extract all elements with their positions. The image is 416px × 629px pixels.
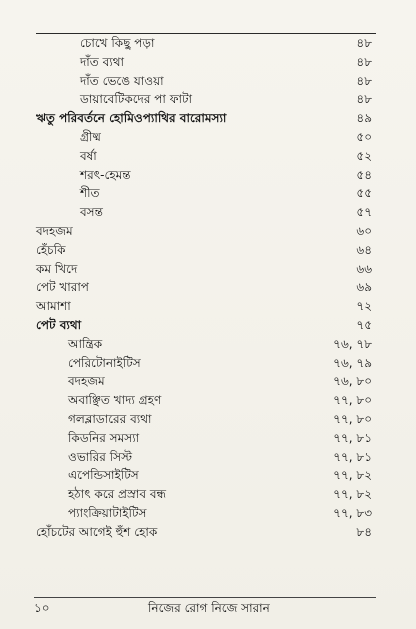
toc-entry-title: দাঁত ভেঙে যাওয়া xyxy=(80,73,164,88)
toc-entry-page: ৪৮ xyxy=(356,92,372,107)
toc-entry-page: ৬০ xyxy=(356,223,372,238)
toc-entry xyxy=(36,504,378,523)
toc-entry-title: পেরিটোনাইটিস xyxy=(68,355,141,370)
toc-entry-page: ৭২ xyxy=(356,299,372,314)
toc-entry xyxy=(36,34,378,53)
toc-entry xyxy=(36,184,378,203)
toc-entry-page: ৫৪ xyxy=(356,167,372,182)
toc-entry-title: গ্রীষ্ম xyxy=(80,129,101,144)
toc-entry-title: হেঁচকি xyxy=(36,242,66,257)
toc-entry-title: শরৎ-হেমন্ত xyxy=(80,167,131,182)
toc-entry-page: ৬৪ xyxy=(356,242,372,257)
toc-entry xyxy=(36,372,378,391)
toc-entry-title: আমাশা xyxy=(36,299,71,314)
toc-entry xyxy=(36,166,378,185)
toc-entry xyxy=(36,448,378,467)
toc-entry xyxy=(36,128,378,147)
toc-entry-title: এপেন্ডিসাইটিস xyxy=(68,468,139,483)
toc-entry-page: ৭৬, ৭৯ xyxy=(333,355,372,370)
toc-entry xyxy=(36,278,378,297)
toc-entry-page: ৭৭, ৮২ xyxy=(333,487,372,502)
toc-entry xyxy=(36,109,378,128)
toc-entry-title: বদহজম xyxy=(68,374,105,389)
toc-entry-title: হোঁচটের আগেই হুঁশ হোক xyxy=(36,524,158,539)
toc-entry-title: কিডনির সমস্যা xyxy=(68,430,140,445)
toc-entry-title: দাঁত ব্যথা xyxy=(80,54,125,69)
toc-entry-page: ৫২ xyxy=(356,148,372,163)
toc-entry-page: ৬৬ xyxy=(356,261,372,276)
toc-entry-title: কম খিদে xyxy=(36,261,78,276)
toc-entry-page: ৭৭, ৮১ xyxy=(333,449,372,464)
toc-entry-title: আন্ত্রিক xyxy=(68,336,103,351)
toc-entry-title: ডায়াবেটিকদের পা ফাটা xyxy=(80,92,192,107)
toc-entry-title: অবাঞ্ছিত খাদ্য গ্রহণ xyxy=(68,393,162,408)
toc-entry-page: ৭৭, ৮২ xyxy=(333,468,372,483)
toc-entry-title: ঋতু পরিবর্তনে হোমিওপ্যাথির বারোমস্যা xyxy=(36,111,227,126)
toc-entry-title: ওভারির সিস্ট xyxy=(68,449,132,464)
toc-entry-title: পেট খারাপ xyxy=(36,280,89,295)
page-footer xyxy=(0,598,416,618)
toc-entry xyxy=(36,297,378,316)
toc-entry-page: ৫৭ xyxy=(356,205,372,220)
toc-entry-page: ৭৫ xyxy=(356,317,372,332)
toc-entry xyxy=(36,523,378,542)
toc-entry xyxy=(36,316,378,335)
toc-entry xyxy=(36,391,378,410)
toc-entry xyxy=(36,203,378,222)
toc-entry-title: হঠাৎ করে প্রস্রাব বন্ধ xyxy=(68,487,167,502)
toc-entry xyxy=(36,260,378,279)
toc-entry-page: ৪৮ xyxy=(356,54,372,69)
toc-entry-page: ৪৮ xyxy=(356,36,372,50)
toc-entry-title: চোখে কিছু পড়া xyxy=(80,36,155,50)
toc-entry xyxy=(36,335,378,354)
toc-entry-title: বর্ষা xyxy=(80,148,97,163)
page-number: ১০ xyxy=(34,601,50,615)
toc-entry xyxy=(36,429,378,448)
toc-entry-page: ৭৭, ৮৩ xyxy=(333,505,372,520)
toc-entry-page: ৭৬, ৭৮ xyxy=(333,336,372,351)
toc-entry xyxy=(36,354,378,373)
toc-entry-title: বদহজম xyxy=(36,223,73,238)
toc-entry xyxy=(36,485,378,504)
toc-entry-page: ৮৪ xyxy=(356,524,372,539)
toc-entry-page: ৫০ xyxy=(356,129,372,144)
toc-entry-title: শীত xyxy=(80,186,100,201)
toc-entry xyxy=(36,147,378,166)
toc-entry-title: গলব্লাডারের ব্যথা xyxy=(68,411,152,426)
toc-entry xyxy=(36,241,378,260)
toc-entry-page: ৭৬, ৮০ xyxy=(333,374,372,389)
table-of-contents xyxy=(36,34,378,542)
toc-entry-page: ৪৯ xyxy=(356,111,372,126)
toc-entry-title: পেট ব্যথা xyxy=(36,317,82,332)
toc-entry xyxy=(36,53,378,72)
toc-entry xyxy=(36,466,378,485)
toc-entry-page: ৭৭, ৮০ xyxy=(333,393,372,408)
toc-entry-page: ৫৫ xyxy=(356,186,372,201)
toc-entry xyxy=(36,222,378,241)
toc-entry xyxy=(36,90,378,109)
toc-entry-page: ৭৭, ৮১ xyxy=(333,430,372,445)
toc-entry-title: প্যাংক্রিয়াটাইটিস xyxy=(68,505,147,520)
toc-entry xyxy=(36,410,378,429)
toc-entry-title: বসন্ত xyxy=(80,205,103,220)
toc-entry-page: ৬৯ xyxy=(356,280,372,295)
toc-entry-page: ৪৮ xyxy=(356,73,372,88)
toc-entry xyxy=(36,72,378,91)
toc-entry-page: ৭৭, ৮০ xyxy=(333,411,372,426)
running-title: নিজের রোগ নিজে সারান xyxy=(148,601,270,615)
